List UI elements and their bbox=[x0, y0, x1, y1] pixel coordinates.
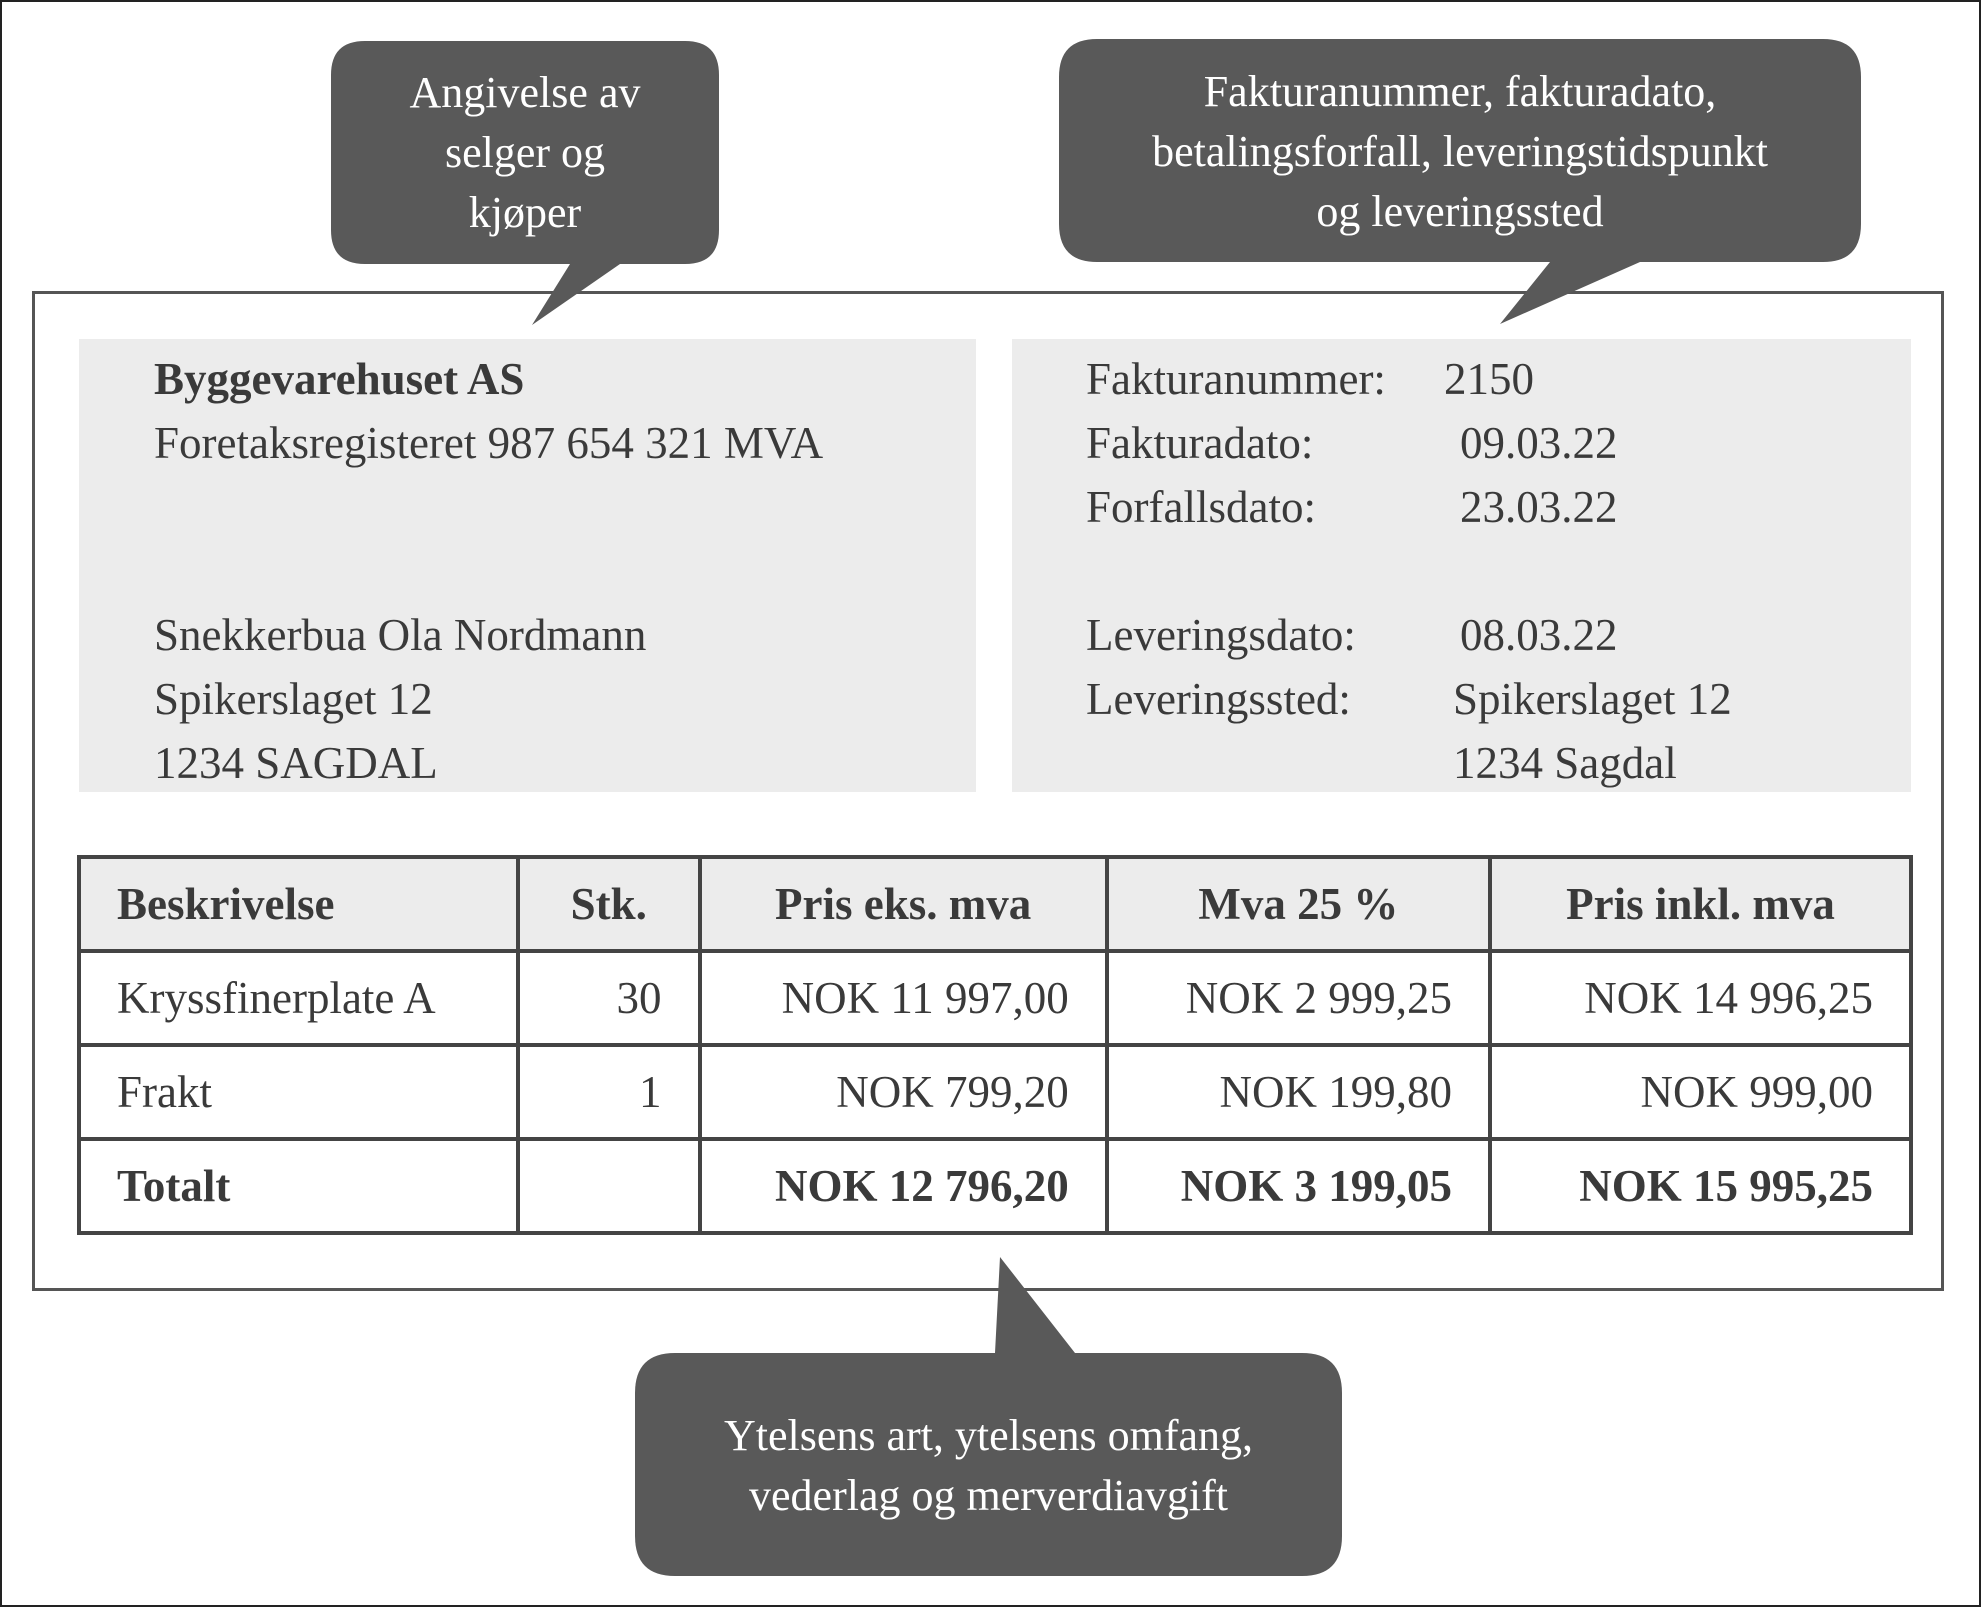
total-cell: NOK 3 199,05 bbox=[1107, 1139, 1490, 1233]
table-cell: Frakt bbox=[79, 1045, 518, 1139]
callout-invoice-info bbox=[1059, 62, 1861, 242]
seller-registry: Foretaksregisteret 987 654 321 MVA bbox=[154, 418, 824, 468]
callout-line: Angivelse av bbox=[409, 68, 641, 117]
column-header: Mva 25 % bbox=[1107, 857, 1490, 951]
callout-parties bbox=[331, 63, 719, 243]
delivery-place-line1: Spikerslaget 12 bbox=[1453, 674, 1732, 724]
delivery-place-label: Leveringssted: bbox=[1086, 674, 1351, 724]
total-label: Totalt bbox=[79, 1139, 518, 1233]
total-cell: NOK 12 796,20 bbox=[700, 1139, 1107, 1233]
due-date-label: Forfallsdato: bbox=[1086, 482, 1316, 532]
callout-line: kjøper bbox=[468, 188, 582, 237]
table-cell: 30 bbox=[518, 951, 699, 1045]
table-cell: 1 bbox=[518, 1045, 699, 1139]
callout-line: og leveringssted bbox=[1316, 187, 1604, 236]
callout-line: betalingsforfall, leveringstidspunkt bbox=[1152, 127, 1768, 176]
buyer-name: Snekkerbua Ola Nordmann bbox=[154, 610, 647, 660]
callout-line: vederlag og merverdiavgift bbox=[749, 1471, 1228, 1520]
table-cell: NOK 2 999,25 bbox=[1107, 951, 1490, 1045]
callout-service bbox=[635, 1406, 1342, 1526]
callout-line: Fakturanummer, fakturadato, bbox=[1203, 67, 1717, 116]
table-cell: Kryssfinerplate A bbox=[79, 951, 518, 1045]
table-cell: NOK 14 996,25 bbox=[1490, 951, 1911, 1045]
column-header: Beskrivelse bbox=[79, 857, 518, 951]
invoice-number: 2150 bbox=[1444, 354, 1534, 404]
invoice-date: 09.03.22 bbox=[1460, 418, 1618, 468]
column-header: Stk. bbox=[518, 857, 699, 951]
seller-name: Byggevarehuset AS bbox=[154, 354, 525, 404]
buyer-postal: 1234 SAGDAL bbox=[154, 738, 438, 788]
table-cell: NOK 999,00 bbox=[1490, 1045, 1911, 1139]
due-date: 23.03.22 bbox=[1460, 482, 1618, 532]
invoice-date-label: Fakturadato: bbox=[1086, 418, 1314, 468]
invoice-number-label: Fakturanummer: bbox=[1086, 354, 1386, 404]
buyer-address: Spikerslaget 12 bbox=[154, 674, 433, 724]
callout-line: selger og bbox=[444, 128, 606, 177]
total-cell: NOK 15 995,25 bbox=[1490, 1139, 1911, 1233]
delivery-place-line2: 1234 Sagdal bbox=[1453, 738, 1677, 788]
delivery-date: 08.03.22 bbox=[1460, 610, 1618, 660]
delivery-date-label: Leveringsdato: bbox=[1086, 610, 1356, 660]
column-header: Pris inkl. mva bbox=[1490, 857, 1911, 951]
column-header: Pris eks. mva bbox=[700, 857, 1107, 951]
table-cell: NOK 11 997,00 bbox=[700, 951, 1107, 1045]
callout-line: Ytelsens art, ytelsens omfang, bbox=[723, 1411, 1254, 1460]
table-cell: NOK 799,20 bbox=[700, 1045, 1107, 1139]
table-cell: NOK 199,80 bbox=[1107, 1045, 1490, 1139]
